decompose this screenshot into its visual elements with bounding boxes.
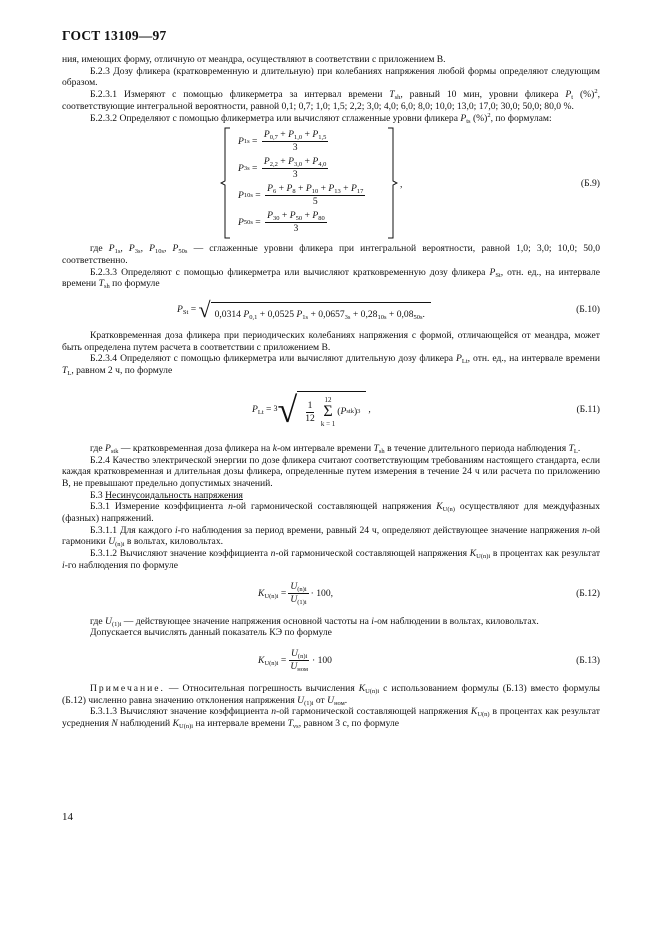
paragraph-b312: Б.3.1.2 Вычисляют значение коэффициента n-ой гармонической составляющей напряжения $K_{U(n)i}$ в процентах как результат i-го наблюдения по формуле [62, 548, 601, 571]
formula-b11: $P_{Lt}$ = 3 √ $\frac{1}{12}$ 12 Σ k = 1 ( P stk ) 3 , (Б.11) [252, 390, 600, 431]
page-number: 14 [62, 811, 73, 823]
paragraph-b313: Б.3.1.3 Вычисляют значение коэффициента n-ой гармонической составляющей напряжения $K_{U(n)}$ в процентах как результат усреднения N наблюдений $K_{U(n)i}$ на интервале времени $T_{vs}$, равном 3 с, по формуле [62, 706, 600, 731]
formula-b10: $P_{St}$ = √ 0,0314 $P_{0,1} + 0,0525$ $P_{1s} + 0,0657_{3s} + 0,28_{10s} + 0,08_{50s}$. (Б.10) [177, 297, 600, 323]
paragraph-b233: Б.2.3.3 Определяют с помощью фликерметра или вычисляют кратковременную дозу фликера $P_{St}$, отн. ед., на интервале времени $T_{sh}$ по формуле [62, 266, 600, 291]
sqrt-b10: √ 0,0314 $P_{0,1} + 0,0525$ $P_{1s} + 0,0657_{3s} + 0,28_{10s} + 0,08_{50s}$. [199, 299, 431, 321]
equation-number-b9: (Б.9) [580, 178, 600, 190]
paragraph-b311: Б.3.1.1 Для каждого i-го наблюдения за период времени, равный 24 ч, определяют действующее значение напряжения n-ой гармоники $U_{(n)i}$ в вольтах, киловольтах. [62, 524, 601, 549]
note: Примечание. — Относительная погрешность вычисления $K_{U(n)i}$ с использованием формулы (Б.13) вместо формулы (Б.12) численно равна значению отклонения напряжения $U_{(1)i}$ от $U_{ном}$. [62, 682, 600, 707]
paragraph-b232: Б.2.3.2 Определяют с помощью фликерметра или вычисляют сглаженные уровни фликера $P_{ts}$ (%)$^2$, по формулам: [90, 111, 552, 125]
paragraph-where-1: где $P_{1s}$, $P_{3s}$, $P_{10s}$, $P_{50s}$ — сглаженные уровни фликера при интегральной вероятности, равной 1,0; 3,0; 10,0; 50,0 соответственно. [62, 243, 601, 266]
paragraph-b24: Б.2.4 Качество электрической энергии по дозе фликера считают соответствующим требованиям настоящего стандарта, если каждая кратковременная и длительная дозы фликера, определенные путем измерения в течение 24 ч или расчета по приложению В, не превышают предельно допустимых значений. [62, 454, 600, 489]
equation-number-b12: (Б.12) [576, 587, 600, 599]
formula-p1s: P 1s = $\frac{P_{0,7} + P_{1,0} + P_{1,5}}{3}$ [238, 129, 327, 154]
right-brace-icon [386, 127, 398, 239]
cube-root-b11: 3 √ $\frac{1}{12}$ 12 Σ k = 1 ( P stk ) 3 [273, 391, 366, 428]
formula-b12: $K_{U(n)i}$ = $\frac{U_{(n)i}}{U_{(1)i}}$ · 100, (Б.12) [258, 581, 600, 607]
formula-p10s: P 10s = $\frac{P_6 + P_8 + P_{10} + P_{13} + P_{17}}{5}$ [238, 183, 364, 208]
equation-number-b11: (Б.11) [576, 403, 600, 415]
paragraph-b234: Б.2.3.4 Определяют с помощью фликерметра или вычисляют длительную дозу фликера $P_{Lt}$, отн. ед., на интервале времени $T_L$, равном 2 ч, по формуле [62, 353, 600, 378]
formula-b9: P 1s = $\frac{P_{0,7} + P_{1,0} + P_{1,5}}{3}$ P 3s = $\frac{P_{2,2} + P_{3,0} + P_{4,0}}{3}$ P 10s = $\frac{P_6 + P_8 + P_{10} + P_{13} + P_{17}}{5}$ P 50s = $\frac{P_{30} + P_{50} + P_{80}}{3}$ , (Б.9) [62, 127, 600, 241]
paragraph-where-3: где $U_{(1)i}$ — действующее значение напряжения основной частоты на i-ом наблюдении в вольтах, киловольтах. [90, 615, 539, 628]
section-b3-heading: Б.3 Несинусоидальность напряжения [90, 489, 243, 501]
formula-p50s: P 50s = $\frac{P_{30} + P_{50} + P_{80}}{3}$ [238, 210, 325, 235]
paragraph-b31: Б.3.1 Измерение коэффициента n-ой гармонической составляющей напряжения $K_{U(n)}$ осуществляют для междуфазных (фазных) напряжений. [62, 501, 600, 525]
formula-b13: $K_{U(n)i}$ = $\frac{U_{(n)i}}{U_{ном}}$ · 100 (Б.13) [258, 648, 600, 674]
paragraph-allowed: Допускается вычислять данный показатель КЭ по формуле [90, 627, 332, 639]
left-brace-icon [220, 127, 232, 239]
equation-number-b13: (Б.13) [576, 655, 600, 667]
paragraph-where-2: где $P_{stk}$ — кратковременная доза фликера на k-ом интервале времени $T_{sh}$ в течение длительного периода наблюдения $T_L$. [90, 442, 581, 455]
paragraph-b231: Б.2.3.1 Измеряют с помощью фликерметра за интервал времени $T_{sh}$, равный 10 мин, уровни фликера $P_t$ (%)$^2$, соответствующие интегральной вероятности, равной 0,1; 0,7; 1,0; 1,5; 2,2; 3,0; 4,0; 6,0; 8,0; 10,0; 13,0; 17,0; 30,0; 50,0; 80,0 %. [62, 88, 600, 112]
paragraph-b23: Б.2.3 Дозу фликера (кратковременную и длительную) при колебаниях напряжения любой формы определяют следующим образом. [62, 65, 600, 89]
paragraph-short-dose: Кратковременная доза фликера при периодических колебаниях напряжения с формой, отличающейся от меандра, может быть определена путем расчета в соответствии с приложением В. [62, 330, 600, 353]
paragraph-intro: ния, имеющих форму, отличную от меандра, осуществляют в соответствии с приложением В. [62, 54, 446, 65]
section-b3-title: Несинусоидальность напряжения [105, 489, 243, 501]
document-body [62, 54, 600, 730]
formula-p3s: P 3s = $\frac{P_{2,2} + P_{3,0} + P_{4,0}}{3}$ [238, 156, 327, 181]
note-label: Примечание. [90, 682, 165, 694]
standard-header: ГОСТ 13109—97 [62, 28, 167, 43]
equation-number-b10: (Б.10) [576, 304, 600, 316]
